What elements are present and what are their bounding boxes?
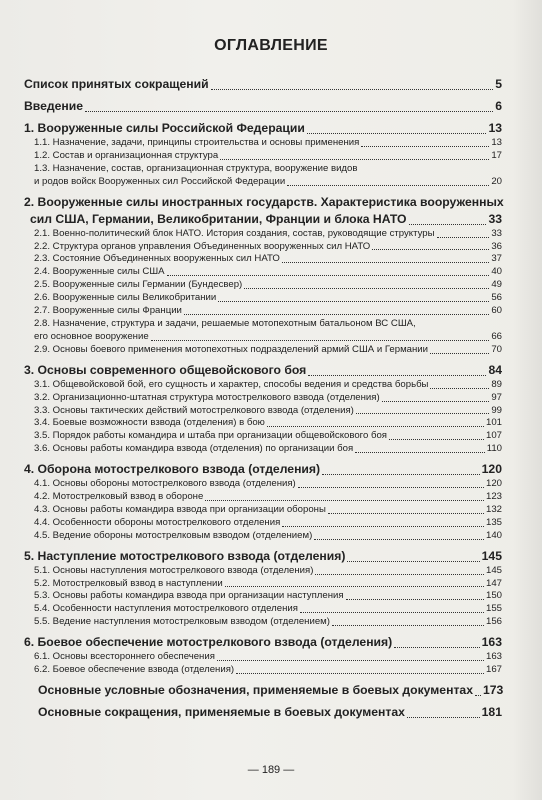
toc-entry-title: 2.5. Вооруженные силы Германии (Бундесвер): [34, 279, 243, 291]
toc-subentry-line: 2.8. Назначение, структура и задачи, решаемые мотопехотным батальоном ВС США,: [34, 317, 416, 329]
toc-entry-title: 5.4. Особенности наступления мотострелкового отделения: [34, 603, 298, 615]
toc-entry-title: 2.7. Вооруженные силы Франции: [34, 305, 182, 317]
toc-subentry: [24, 616, 502, 629]
toc-entry-title: 2.6. Вооруженные силы Великобритании: [34, 292, 217, 304]
dot-leader: [328, 513, 484, 514]
toc-section: [24, 548, 502, 565]
toc-entry-title: 4.1. Основы обороны мотострелкового взвода (отделения): [34, 478, 296, 490]
dot-leader: [307, 133, 487, 134]
dot-leader: [167, 275, 490, 276]
toc-subentry: [24, 379, 502, 392]
dot-leader: [298, 487, 484, 488]
toc-subentry: [24, 565, 502, 578]
dot-leader: [430, 353, 489, 354]
toc-entry-title: 4.2. Мотострелковый взвод в обороне: [34, 491, 204, 503]
toc-subentry: [24, 266, 502, 279]
dot-leader: [394, 647, 479, 648]
toc-entry-page: 60: [491, 305, 502, 317]
dot-leader: [322, 474, 480, 475]
toc-subentry: [24, 443, 502, 456]
toc-entry-page: 167: [485, 664, 502, 676]
toc-entry-title: Список принятых сокращений: [24, 77, 209, 91]
dot-leader: [151, 340, 490, 341]
toc-entry-title: 2.2. Структура органов управления Объединенных вооруженных сил НАТО: [34, 240, 371, 252]
toc-entry-title: 3. Основы современного общевойскового боя: [24, 362, 307, 377]
toc-subentry: [24, 253, 502, 266]
dot-leader: [225, 586, 484, 587]
toc-entry-page: 17: [491, 149, 502, 161]
toc-entry-page: 101: [485, 417, 502, 429]
toc-entry: [24, 98, 502, 115]
toc-entry-page: 36: [491, 240, 502, 252]
toc-entry-title: 2.9. Основы боевого применения мотопехотных подразделений армий США и Германии: [34, 343, 429, 355]
dot-leader: [314, 539, 484, 540]
dot-leader: [475, 695, 481, 696]
toc-entry-page: 107: [485, 430, 502, 442]
toc-entry-page: 147: [485, 577, 502, 589]
dot-leader: [356, 413, 489, 414]
toc-entry: [24, 76, 502, 93]
dot-leader: [308, 375, 486, 376]
toc-subentry: [24, 305, 502, 318]
toc-entry-title: 6.1. Основы всестороннего обеспечения: [34, 651, 215, 663]
dot-leader: [437, 237, 490, 238]
toc-entry-page: 163: [481, 635, 502, 650]
dot-leader: [282, 526, 484, 527]
toc-entry-page: 13: [491, 137, 502, 148]
dot-leader: [205, 500, 484, 501]
toc-entry-title: 4.5. Ведение обороны мотострелковым взводом (отделением): [34, 529, 313, 541]
toc-subentry: [24, 176, 502, 189]
toc-entry-page: 97: [491, 391, 502, 403]
toc-entry-page: 89: [491, 378, 502, 390]
toc-entry-title: 2.1. Военно-политический блок НАТО. История создания, состав, руководящие структуры: [34, 227, 435, 239]
toc-section: [24, 461, 502, 478]
toc-entry-title: 5.2. Мотострелковый взвод в наступлении: [34, 577, 223, 589]
dot-leader: [220, 159, 489, 160]
toc-entry-page: 173: [482, 683, 504, 697]
toc-subentry: [24, 530, 502, 543]
toc-entry-title: Основные условные обозначения, применяемые в боевых документах: [38, 683, 473, 697]
toc-subentry: [24, 430, 502, 443]
toc-entry-title: Введение: [24, 99, 84, 113]
toc-subentry: [24, 405, 502, 418]
toc-entry-title: его основное вооружение: [34, 330, 149, 342]
toc-entry-page: 155: [485, 603, 502, 615]
toc-entry-title: сил США, Германии, Великобритании, Франции и блока НАТО: [30, 211, 407, 226]
toc-entry-page: 49: [491, 279, 502, 291]
toc-entry-title: 3.3. Основы тактических действий мотострелкового взвода (отделения): [34, 404, 354, 416]
toc-entry-page: 37: [491, 253, 502, 265]
toc-entry-title: 5.3. Основы работы командира взвода при организации наступления: [34, 590, 344, 602]
dot-leader: [355, 452, 485, 453]
table-of-contents: [24, 76, 502, 721]
toc-subentry: [24, 331, 502, 344]
toc-subentry: [24, 228, 502, 241]
toc-entry-page: 120: [481, 462, 502, 477]
toc-subentry: [24, 137, 502, 150]
toc-entry-page: 20: [491, 175, 502, 187]
dot-leader: [347, 561, 479, 562]
toc-entry-page: 99: [491, 404, 502, 416]
toc-entry-page: 135: [485, 516, 502, 528]
dot-leader: [372, 249, 489, 250]
toc-entry-title: 2.3. Состояние Объединенных вооруженных сил НАТО: [34, 253, 280, 265]
toc-entry-title: 3.2. Организационно-штатная структура мотострелкового взвода (отделения): [34, 391, 380, 403]
toc-entry-title: 3.4. Боевые возможности взвода (отделения) в бою: [34, 417, 265, 429]
dot-leader: [430, 388, 489, 389]
dot-leader: [267, 426, 484, 427]
toc-entry-title: 1.1. Назначение, задачи, принципы строительства и основы применения: [34, 137, 360, 148]
toc-entry-page: 5: [495, 77, 502, 91]
toc-entry-page: 70: [491, 343, 502, 355]
toc-subentry: [24, 344, 502, 357]
toc-entry-page: 40: [491, 266, 502, 278]
toc-entry-page: 145: [481, 548, 502, 563]
dot-leader: [382, 401, 490, 402]
toc-entry-page: 132: [485, 503, 502, 515]
toc-entry-title: 5.5. Ведение наступления мотострелковым взводом (отделением): [34, 616, 330, 628]
toc-section-line: 2. Вооруженные силы иностранных государств. Характеристика вооруженных: [24, 194, 504, 209]
toc-subentry-line: 1.3. Назначение, состав, организационная структура, вооружение видов: [34, 162, 358, 174]
toc-subentry: [24, 651, 502, 664]
toc-subentry: [24, 279, 502, 292]
dot-leader: [389, 439, 484, 440]
toc-entry-page: 140: [485, 529, 502, 541]
dot-leader: [184, 314, 489, 315]
dot-leader: [409, 224, 487, 225]
toc-entry-title: и родов войск Вооруженных сил Российской Федерации: [34, 175, 286, 187]
dot-leader: [218, 301, 489, 302]
toc-entry-page: 156: [485, 616, 502, 628]
page-number: — 189 —: [247, 764, 295, 776]
dot-leader: [244, 288, 489, 289]
dot-leader: [361, 146, 489, 147]
toc-subentry: [24, 417, 502, 430]
toc-subentry: [24, 392, 502, 405]
toc-section: [24, 362, 502, 379]
toc-entry-title: Основные сокращения, применяемые в боевых документах: [38, 705, 405, 719]
toc-subentry: [24, 241, 502, 254]
toc-entry-title: 6.2. Боевое обеспечение взвода (отделения): [34, 664, 235, 676]
toc-entry-title: 1. Вооруженные силы Российской Федерации: [24, 121, 305, 135]
toc-entry-title: 4.4. Особенности обороны мотострелкового отделения: [34, 516, 281, 528]
dot-leader: [236, 673, 484, 674]
toc-section: [24, 211, 502, 228]
toc-subentry: [24, 664, 502, 677]
toc-entry-page: 66: [491, 330, 502, 342]
toc-entry-title: 1.2. Состав и организационная структура: [34, 149, 219, 161]
dot-leader: [315, 574, 484, 575]
toc-subentry: [24, 150, 502, 163]
dot-leader: [332, 625, 484, 626]
toc-entry-page: 56: [491, 292, 502, 304]
toc-entry-page: 150: [485, 590, 502, 602]
toc-entry-page: 145: [485, 564, 502, 576]
dot-leader: [211, 89, 494, 90]
dot-leader: [407, 717, 480, 718]
toc-entry-page: 120: [485, 478, 502, 490]
toc-entry-title: 3.1. Общевойсковой бой, его сущность и характер, способы ведения и средства борьбы: [34, 378, 429, 390]
dot-leader: [282, 262, 489, 263]
toc-subentry: [24, 517, 502, 530]
toc-entry-page: 163: [485, 651, 502, 663]
toc-subentry: [24, 491, 502, 504]
toc-entry-page: 181: [481, 705, 502, 719]
toc-section: [24, 634, 502, 651]
toc-subentry: [24, 590, 502, 603]
toc-subentry: [24, 603, 502, 616]
page-title: ОГЛАВЛЕНИЕ: [214, 37, 328, 54]
toc-entry: [24, 682, 502, 699]
toc-entry-page: 110: [486, 443, 502, 455]
toc-section: [24, 120, 502, 137]
toc-entry-page: 13: [488, 121, 502, 135]
toc-entry-title: 4. Оборона мотострелкового взвода (отделения): [24, 462, 321, 477]
dot-leader: [300, 612, 484, 613]
dot-leader: [217, 660, 484, 661]
toc-entry-title: 3.6. Основы работы командира взвода (отделения) по организации боя: [34, 443, 354, 455]
toc-subentry: [24, 578, 502, 591]
toc-entry: [24, 704, 502, 721]
toc-entry-title: 2.4. Вооруженные силы США: [34, 266, 165, 278]
toc-entry-title: 5.1. Основы наступления мотострелкового взвода (отделения): [34, 564, 314, 576]
dot-leader: [85, 111, 493, 112]
dot-leader: [287, 185, 489, 186]
dot-leader: [346, 599, 484, 600]
toc-entry-title: 5. Наступление мотострелкового взвода (отделения): [24, 548, 346, 563]
toc-entry-page: 6: [495, 99, 502, 113]
toc-subentry: [24, 478, 502, 491]
toc-entry-page: 123: [485, 491, 502, 503]
toc-subentry: [24, 504, 502, 517]
toc-entry-title: 4.3. Основы работы командира взвода при организации обороны: [34, 503, 326, 515]
toc-subentry: [24, 292, 502, 305]
toc-entry-page: 33: [491, 227, 502, 239]
toc-entry-page: 84: [488, 362, 502, 377]
toc-entry-page: 33: [488, 211, 502, 226]
toc-entry-title: 3.5. Порядок работы командира и штаба при организации общевойскового боя: [34, 430, 387, 442]
toc-entry-title: 6. Боевое обеспечение мотострелкового взвода (отделения): [24, 635, 393, 650]
